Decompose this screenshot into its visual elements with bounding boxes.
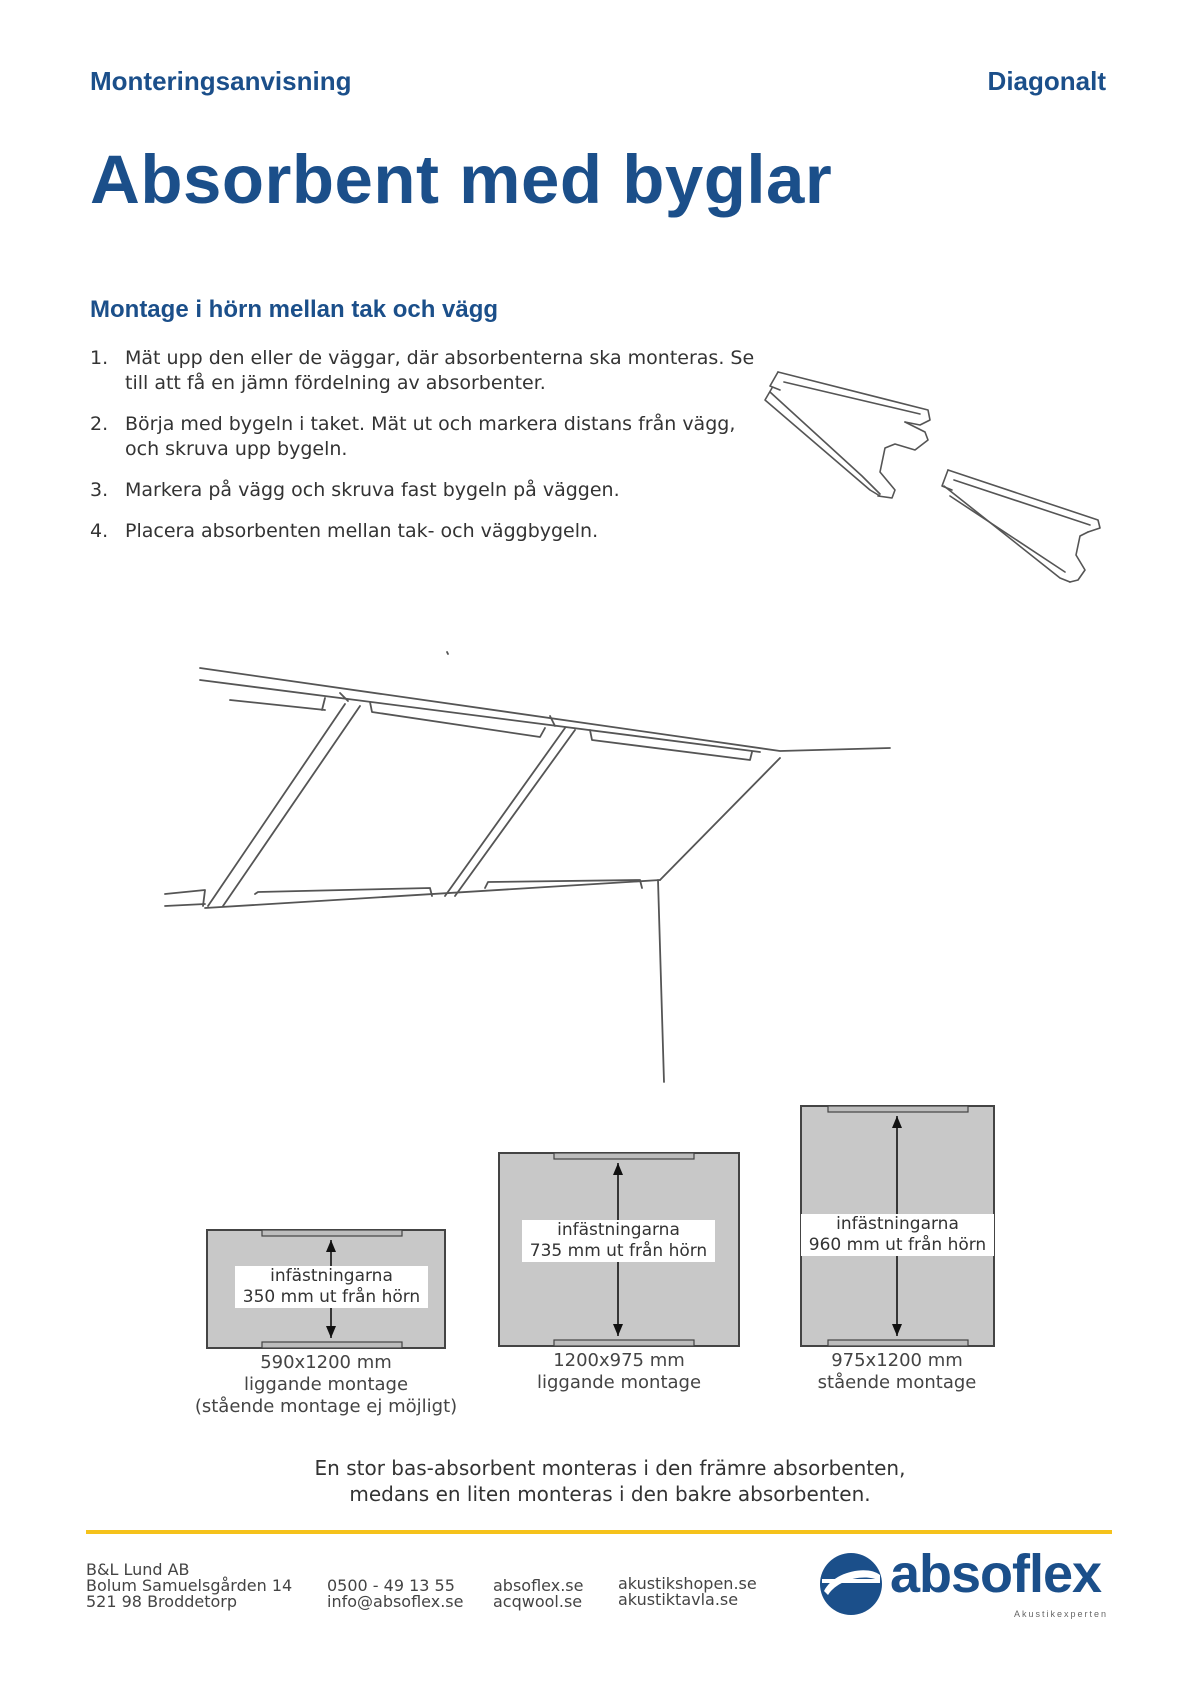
brand-tagline: Akustikexperten [1014, 1609, 1109, 1619]
email-link[interactable]: info@absoflex.se [327, 1592, 464, 1611]
step-number: 3. [90, 479, 109, 501]
panel-label-line: infästningarna [270, 1266, 393, 1286]
panel-mount-note: (stående montage ej möjligt) [194, 1396, 458, 1417]
mount-type-heading: Diagonalt [987, 66, 1106, 96]
note-line: En stor bas-absorbent monteras i den främre absorbenten, [314, 1456, 906, 1480]
bracket-illustration-1 [765, 372, 930, 498]
doc-type-heading: Monteringsanvisning [90, 66, 352, 96]
footer-websites-2 [618, 1576, 757, 1608]
step-text: Placera absorbenten mellan tak- och väggbygeln. [125, 520, 599, 542]
footer-address [86, 1562, 292, 1610]
absorbent-note [280, 1455, 940, 1507]
panel-caption-1 [186, 1352, 466, 1418]
step-text: Mät upp den eller de väggar, där absorbenterna ska monteras. Se till att få en jämn fördelning av absorbenter. [125, 347, 755, 394]
note-line: medans en liten monteras i den bakre absorbenten. [349, 1482, 871, 1506]
street-address: Bolum Samuelsgården 14 [86, 1576, 293, 1595]
panel-label-line: infästningarna [836, 1214, 959, 1234]
website-link[interactable]: acqwool.se [493, 1592, 583, 1611]
website-link[interactable]: absoflex.se [493, 1576, 584, 1595]
corner-illustration [165, 652, 890, 1082]
company-name: B&L Lund AB [86, 1560, 190, 1579]
panel-label-line: 350 mm ut från hörn [242, 1287, 421, 1307]
phone-number: 0500 - 49 13 55 [327, 1576, 455, 1595]
panel-size: 590x1200 mm [260, 1352, 392, 1373]
panel-caption-2 [479, 1350, 759, 1394]
panel-label-1 [235, 1266, 428, 1308]
panel-label-2 [522, 1220, 715, 1262]
panel-label-line: 960 mm ut från hörn [808, 1235, 987, 1255]
step-number: 1. [90, 347, 109, 369]
panel-mount: stående montage [817, 1372, 977, 1393]
step-number: 2. [90, 413, 109, 435]
panel-label-line: infästningarna [557, 1220, 680, 1240]
panel-label-line: 735 mm ut från hörn [529, 1241, 708, 1261]
postal-address: 521 98 Broddetorp [86, 1592, 238, 1611]
absoflex-logo-icon [818, 1551, 884, 1617]
panel-mount: liggande montage [536, 1372, 702, 1393]
step-text: Börja med bygeln i taket. Mät ut och markera distans från vägg, och skruva upp bygeln. [125, 413, 736, 460]
panel-label-3 [801, 1214, 994, 1256]
step-text: Markera på vägg och skruva fast bygeln på väggen. [125, 479, 620, 501]
brand-logo-text: absoflex [890, 1544, 1102, 1604]
footer-websites-1 [493, 1578, 583, 1610]
section-title: Montage i hörn mellan tak och vägg [90, 296, 499, 323]
footer-contact [327, 1578, 463, 1610]
panel-caption-3 [757, 1350, 1037, 1394]
page-title: Absorbent med byglar [90, 141, 833, 218]
panel-size: 1200x975 mm [553, 1350, 685, 1371]
step-number: 4. [90, 520, 109, 542]
footer-divider [86, 1530, 1112, 1534]
panel-mount: liggande montage [243, 1374, 409, 1395]
website-link[interactable]: akustiktavla.se [618, 1590, 739, 1609]
website-link[interactable]: akustikshopen.se [618, 1574, 757, 1593]
panel-size: 975x1200 mm [831, 1350, 963, 1371]
bracket-illustration-2 [942, 470, 1100, 582]
